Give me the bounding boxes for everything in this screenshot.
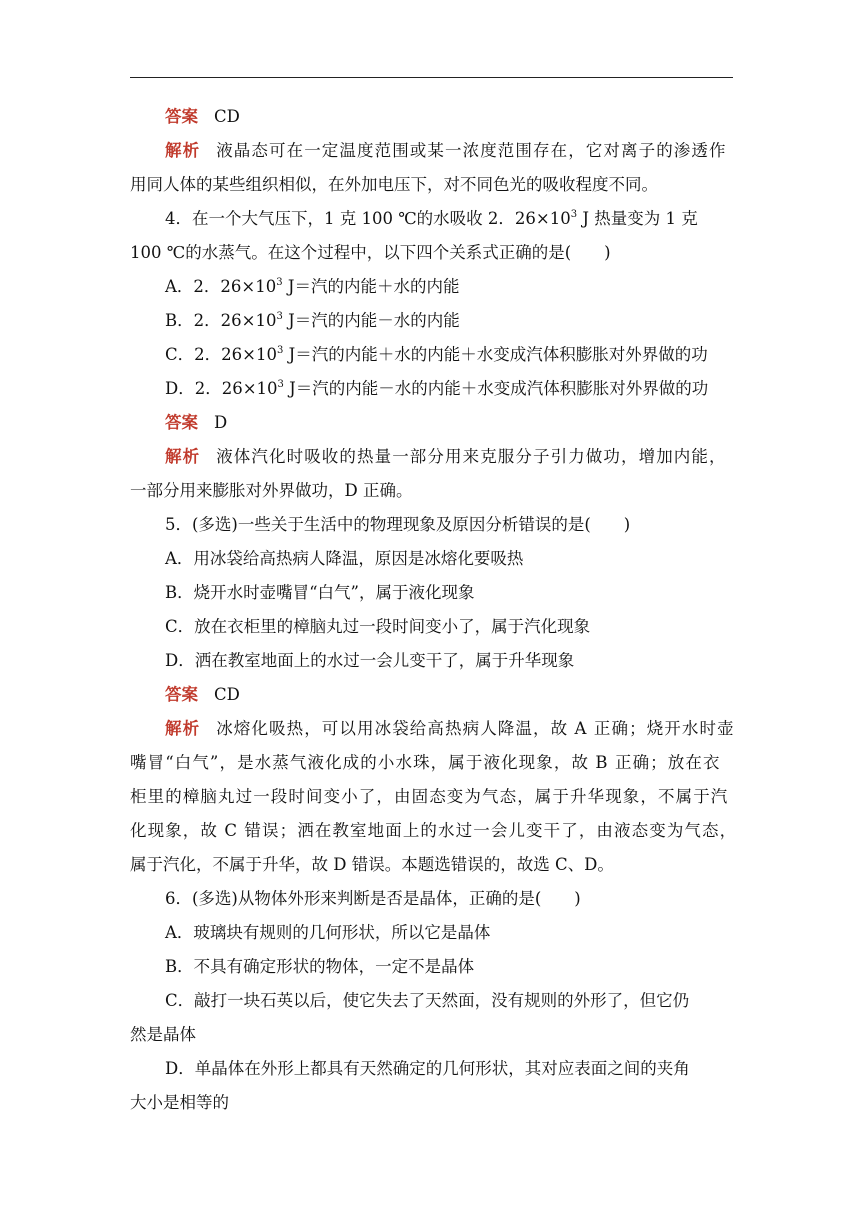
q6-option-b: B．不具有确定形状的物体，一定不是晶体 — [165, 957, 475, 976]
q4-stem-pre: 4．在一个大气压下，1 克 100 ℃的水吸收 2．26×10 — [165, 209, 571, 228]
q4-option-c — [130, 338, 733, 372]
option-b-post: J＝汽的内能－水的内能 — [282, 311, 460, 330]
option-c-pre: C．2．26×10 — [165, 345, 277, 364]
analysis-label: 解析 — [165, 141, 201, 160]
q6-option-d: D．单晶体在外形上都具有天然确定的几何形状，其对应表面之间的夹角 — [165, 1059, 690, 1078]
analysis-text: 冰熔化吸热，可以用冰袋给高热病人降温，故 A 正确；烧开水时壶 — [216, 719, 735, 738]
option-a-sup: 3 — [276, 277, 283, 288]
q6-option-c-cont: 然是晶体 — [130, 1025, 196, 1044]
option-c-sup: 3 — [276, 345, 284, 356]
analysis-text: 液体汽化时吸收的热量一部分用来克服分子引力做功，增加内能， — [216, 447, 727, 466]
q3-analysis — [130, 134, 733, 168]
q6-option-a: A．玻璃块有规则的几何形状，所以它是晶体 — [165, 923, 491, 942]
q5-option-b: B．烧开水时壶嘴冒“白气”，属于液化现象 — [165, 583, 475, 602]
q4-stem — [130, 202, 733, 236]
answer-label: 答案 — [165, 413, 198, 432]
q5-option-c: C．放在衣柜里的樟脑丸过一段时间变小了，属于汽化现象 — [165, 617, 591, 636]
analysis-label: 解析 — [165, 447, 201, 466]
q5-analysis-cont-2: 柜里的樟脑丸过一段时间变小了，由固态变为气态，属于升华现象，不属于汽 — [130, 787, 729, 806]
q6-stem: 6．(多选)从物体外形来判断是否是晶体，正确的是( ) — [165, 889, 581, 908]
q3-answer — [130, 100, 733, 134]
option-a-post: J＝汽的内能＋水的内能 — [282, 277, 460, 296]
answer-label: 答案 — [165, 685, 198, 704]
document-body — [130, 100, 738, 1120]
analysis-text: 液晶态可在一定温度范围或某一浓度范围存在，它对离子的渗透作 — [216, 141, 727, 160]
q4-option-a — [130, 270, 733, 304]
option-c-post: J＝汽的内能＋水的内能＋水变成汽体积膨胀对外界做的功 — [283, 345, 708, 364]
option-d-sup: 3 — [277, 379, 284, 390]
option-b-sup: 3 — [276, 311, 283, 322]
q6-option-d-cont: 大小是相等的 — [130, 1093, 229, 1112]
option-b-pre: B．2．26×10 — [165, 311, 277, 330]
q4-stem-post: J 热量变为 1 克 — [577, 209, 698, 228]
q4-answer — [130, 406, 733, 440]
q3-analysis-cont: 用同人体的某些组织相似，在外加电压下，对不同色光的吸收程度不同。 — [130, 175, 658, 194]
header-rule — [130, 77, 733, 78]
q5-option-d: D．洒在教室地面上的水过一会儿变干了，属于升华现象 — [165, 651, 575, 670]
q4-option-d — [130, 372, 733, 406]
option-a-pre: A．2．26×10 — [165, 277, 277, 296]
q5-analysis — [130, 712, 733, 746]
q5-analysis-cont-1: 嘴冒“白气”，是水蒸气液化成的小水珠，属于液化现象，故 B 正确；放在衣 — [130, 753, 721, 772]
q5-answer — [130, 678, 733, 712]
answer-value: D — [214, 413, 228, 432]
q5-stem: 5．(多选)一些关于生活中的物理现象及原因分析错误的是( ) — [165, 515, 631, 534]
analysis-label: 解析 — [165, 719, 201, 738]
option-d-pre: D．2．26×10 — [165, 379, 278, 398]
q4-stem-cont: 100 ℃的水蒸气。在这个过程中，以下四个关系式正确的是( ) — [130, 243, 611, 262]
q4-stem-sup: 3 — [570, 209, 578, 220]
q4-analysis-cont: 一部分用来膨胀对外界做功，D 正确。 — [130, 481, 413, 500]
answer-value: CD — [214, 107, 240, 126]
option-d-post: J＝汽的内能－水的内能＋水变成汽体积膨胀对外界做的功 — [283, 379, 709, 398]
q5-analysis-cont-3: 化现象，故 C 错误；洒在教室地面上的水过一会儿变干了，由液态变为气态， — [130, 821, 738, 840]
answer-label: 答案 — [165, 107, 198, 126]
q6-option-c: C．敲打一块石英以后，使它失去了天然面，没有规则的外形了，但它仍 — [165, 991, 690, 1010]
q4-option-b — [130, 304, 733, 338]
q4-analysis — [130, 440, 733, 474]
q5-analysis-cont-4: 属于汽化，不属于升华，故 D 错误。本题选错误的，故选 C、D。 — [130, 855, 614, 874]
answer-value: CD — [214, 685, 240, 704]
q5-option-a: A．用冰袋给高热病人降温，原因是冰熔化要吸热 — [165, 549, 524, 568]
